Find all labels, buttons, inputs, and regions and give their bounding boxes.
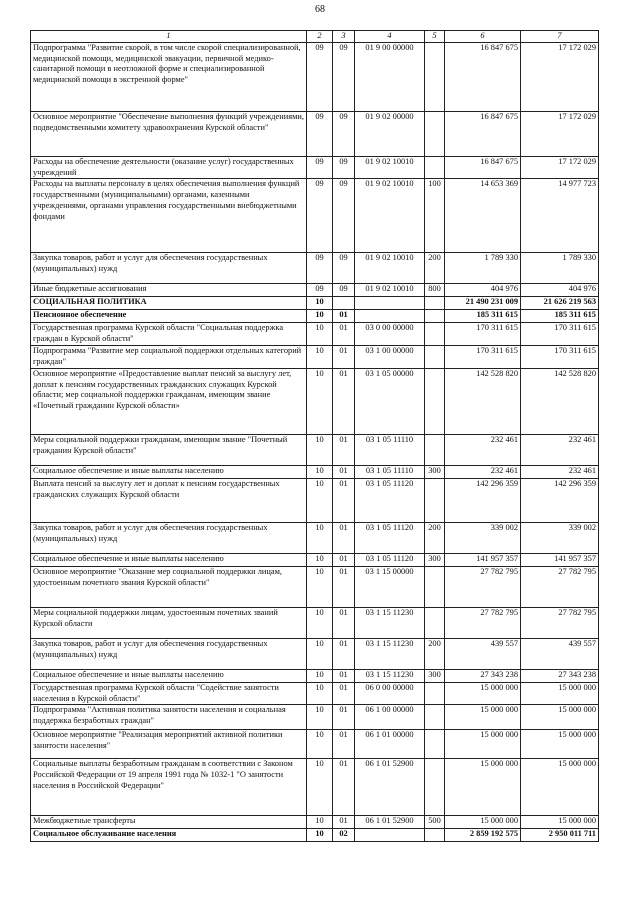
row-subsection-code: 09 <box>333 179 355 253</box>
header-cell: 4 <box>355 31 425 43</box>
row-amount-year2: 439 557 <box>521 638 599 669</box>
row-expense-type <box>425 111 445 156</box>
header-cell: 5 <box>425 31 445 43</box>
table-row <box>31 522 599 553</box>
row-target-article: 01 9 00 00000 <box>355 42 425 111</box>
row-expense-type <box>425 682 445 705</box>
row-amount-year1: 232 461 <box>445 465 521 478</box>
row-subsection-code: 01 <box>333 669 355 682</box>
row-name: Межбюджетные трансферты <box>31 816 307 829</box>
row-amount-year2: 15 000 000 <box>521 759 599 816</box>
table-row <box>31 730 599 759</box>
row-amount-year1: 404 976 <box>445 284 521 297</box>
row-section-code: 10 <box>307 669 333 682</box>
row-section-code: 09 <box>307 111 333 156</box>
row-expense-type <box>425 310 445 323</box>
row-expense-type: 300 <box>425 553 445 566</box>
row-target-article: 03 0 00 00000 <box>355 323 425 346</box>
row-expense-type <box>425 434 445 465</box>
row-expense-type: 500 <box>425 816 445 829</box>
row-expense-type: 200 <box>425 522 445 553</box>
table-row <box>31 682 599 705</box>
row-amount-year1: 14 653 369 <box>445 179 521 253</box>
row-amount-year1: 16 847 675 <box>445 156 521 179</box>
row-amount-year2: 339 002 <box>521 522 599 553</box>
row-name: Иные бюджетные ассигнования <box>31 284 307 297</box>
table-row <box>31 669 599 682</box>
row-amount-year2: 232 461 <box>521 434 599 465</box>
row-name: Подпрограмма "Развитие скорой, в том числе скорой специализированной, медицинской помощи, медицинской эвакуации, первичной медико-санитарной помощи в неотложной форме и специализированной медицинской помощи в экстренной форме" <box>31 42 307 111</box>
row-section-code: 10 <box>307 522 333 553</box>
row-expense-type <box>425 607 445 638</box>
table-row <box>31 566 599 607</box>
row-expense-type <box>425 730 445 759</box>
row-section-code: 10 <box>307 345 333 368</box>
row-section-code: 09 <box>307 284 333 297</box>
row-amount-year2: 15 000 000 <box>521 705 599 730</box>
row-name: Подпрограмма "Развитие мер социальной поддержки отдельных категорий граждан" <box>31 345 307 368</box>
table-row <box>31 829 599 842</box>
row-section-code: 09 <box>307 179 333 253</box>
row-amount-year1: 339 002 <box>445 522 521 553</box>
row-section-code: 10 <box>307 465 333 478</box>
row-amount-year1: 21 490 231 009 <box>445 297 521 310</box>
row-subsection-code: 01 <box>333 730 355 759</box>
row-amount-year2: 21 626 219 563 <box>521 297 599 310</box>
table-row <box>31 607 599 638</box>
row-target-article: 03 1 15 11230 <box>355 607 425 638</box>
row-amount-year2: 2 950 011 711 <box>521 829 599 842</box>
row-name: Социальное обеспечение и иные выплаты населению <box>31 553 307 566</box>
table-row <box>31 297 599 310</box>
table-row <box>31 553 599 566</box>
row-expense-type: 200 <box>425 638 445 669</box>
row-expense-type <box>425 42 445 111</box>
row-subsection-code: 01 <box>333 478 355 522</box>
row-name: Основное мероприятие "Реализация мероприятий активной политики занятости населения" <box>31 730 307 759</box>
row-expense-type <box>425 345 445 368</box>
table-row <box>31 759 599 816</box>
row-section-code: 10 <box>307 682 333 705</box>
table-row <box>31 42 599 111</box>
row-amount-year2: 17 172 029 <box>521 111 599 156</box>
row-amount-year1: 185 311 615 <box>445 310 521 323</box>
row-subsection-code: 01 <box>333 705 355 730</box>
row-amount-year1: 15 000 000 <box>445 730 521 759</box>
row-amount-year2: 14 977 723 <box>521 179 599 253</box>
row-amount-year2: 27 782 795 <box>521 607 599 638</box>
row-name: Государственная программа Курской области "Содействие занятости населения в Курской области" <box>31 682 307 705</box>
table-row <box>31 638 599 669</box>
row-amount-year1: 15 000 000 <box>445 759 521 816</box>
row-subsection-code: 01 <box>333 553 355 566</box>
row-expense-type <box>425 156 445 179</box>
row-name: Меры социальной поддержки лицам, удостоенным почетных званий Курской области <box>31 607 307 638</box>
row-expense-type <box>425 323 445 346</box>
row-subsection-code <box>333 297 355 310</box>
row-subsection-code: 01 <box>333 345 355 368</box>
row-expense-type <box>425 759 445 816</box>
row-target-article: 03 1 05 00000 <box>355 368 425 434</box>
row-amount-year1: 16 847 675 <box>445 42 521 111</box>
row-name: Основное мероприятие «Предоставление выплат пенсий за выслугу лет, доплат к пенсиям государственных гражданских служащих Курской области; мер социальной поддержки гражданам, имеющим звание «Почетный гражданин Курской области» <box>31 368 307 434</box>
row-subsection-code: 09 <box>333 284 355 297</box>
row-target-article: 03 1 05 11110 <box>355 434 425 465</box>
row-name: Государственная программа Курской области "Социальная поддержка граждан в Курской области" <box>31 323 307 346</box>
row-subsection-code: 01 <box>333 434 355 465</box>
page-number: 68 <box>315 4 325 15</box>
row-amount-year1: 170 311 615 <box>445 345 521 368</box>
row-subsection-code: 09 <box>333 42 355 111</box>
row-amount-year1: 142 528 820 <box>445 368 521 434</box>
row-target-article: 01 9 02 10010 <box>355 284 425 297</box>
row-amount-year1: 2 859 192 575 <box>445 829 521 842</box>
row-amount-year1: 232 461 <box>445 434 521 465</box>
row-expense-type <box>425 566 445 607</box>
row-amount-year2: 142 296 359 <box>521 478 599 522</box>
row-amount-year2: 15 000 000 <box>521 730 599 759</box>
row-target-article: 03 1 05 11120 <box>355 478 425 522</box>
row-target-article: 03 1 15 00000 <box>355 566 425 607</box>
row-section-code: 10 <box>307 297 333 310</box>
row-section-code: 10 <box>307 759 333 816</box>
row-target-article <box>355 297 425 310</box>
row-subsection-code: 01 <box>333 566 355 607</box>
row-amount-year1: 439 557 <box>445 638 521 669</box>
table-row <box>31 111 599 156</box>
row-amount-year1: 16 847 675 <box>445 111 521 156</box>
row-amount-year1: 15 000 000 <box>445 816 521 829</box>
row-target-article: 03 1 05 11120 <box>355 522 425 553</box>
row-amount-year2: 27 343 238 <box>521 669 599 682</box>
row-subsection-code: 01 <box>333 607 355 638</box>
row-subsection-code: 01 <box>333 465 355 478</box>
row-amount-year2: 170 311 615 <box>521 323 599 346</box>
row-name: Социальное обеспечение и иные выплаты населению <box>31 669 307 682</box>
row-target-article: 01 9 02 10010 <box>355 179 425 253</box>
row-amount-year2: 1 789 330 <box>521 253 599 284</box>
header-cell: 3 <box>333 31 355 43</box>
row-amount-year2: 404 976 <box>521 284 599 297</box>
row-subsection-code: 09 <box>333 156 355 179</box>
row-target-article <box>355 310 425 323</box>
row-amount-year1: 141 957 357 <box>445 553 521 566</box>
row-expense-type <box>425 368 445 434</box>
row-amount-year2: 17 172 029 <box>521 42 599 111</box>
row-amount-year2: 17 172 029 <box>521 156 599 179</box>
row-amount-year1: 142 296 359 <box>445 478 521 522</box>
row-expense-type: 200 <box>425 253 445 284</box>
row-expense-type: 800 <box>425 284 445 297</box>
table-row <box>31 434 599 465</box>
row-section-code: 10 <box>307 705 333 730</box>
row-subsection-code: 01 <box>333 310 355 323</box>
row-amount-year2: 170 311 615 <box>521 345 599 368</box>
table-row <box>31 310 599 323</box>
row-target-article: 01 9 02 00000 <box>355 111 425 156</box>
row-expense-type <box>425 478 445 522</box>
row-amount-year2: 27 782 795 <box>521 566 599 607</box>
row-section-code: 10 <box>307 816 333 829</box>
table-row <box>31 478 599 522</box>
row-expense-type: 100 <box>425 179 445 253</box>
table-row <box>31 368 599 434</box>
table-row <box>31 156 599 179</box>
table-row <box>31 816 599 829</box>
row-name: Социальное обеспечение и иные выплаты населению <box>31 465 307 478</box>
table-row <box>31 705 599 730</box>
row-target-article: 06 1 00 00000 <box>355 705 425 730</box>
row-target-article: 06 1 01 52900 <box>355 759 425 816</box>
row-amount-year2: 141 957 357 <box>521 553 599 566</box>
row-name: Основное мероприятие "Оказание мер социальной поддержки лицам, удостоенным почетного звания Курской области" <box>31 566 307 607</box>
row-section-code: 10 <box>307 553 333 566</box>
row-amount-year1: 1 789 330 <box>445 253 521 284</box>
row-name: Выплата пенсий за выслугу лет и доплат к пенсиям государственных гражданских служащих Курской области <box>31 478 307 522</box>
row-amount-year2: 232 461 <box>521 465 599 478</box>
row-section-code: 10 <box>307 638 333 669</box>
table-row <box>31 284 599 297</box>
row-section-code: 09 <box>307 42 333 111</box>
row-name: Социальное обслуживание населения <box>31 829 307 842</box>
row-target-article <box>355 829 425 842</box>
row-subsection-code: 01 <box>333 682 355 705</box>
row-target-article: 03 1 15 11230 <box>355 669 425 682</box>
row-section-code: 10 <box>307 829 333 842</box>
row-amount-year1: 27 343 238 <box>445 669 521 682</box>
row-section-code: 09 <box>307 156 333 179</box>
row-name: Пенсионное обеспечение <box>31 310 307 323</box>
row-name: Основное мероприятие "Обеспечение выполнения функций учреждениями, подведомственными комитету здравоохранения Курской области" <box>31 111 307 156</box>
row-amount-year1: 15 000 000 <box>445 705 521 730</box>
row-name: Закупка товаров, работ и услуг для обеспечения государственных (муниципальных) нужд <box>31 522 307 553</box>
row-amount-year1: 15 000 000 <box>445 682 521 705</box>
row-target-article: 06 1 01 52900 <box>355 816 425 829</box>
row-subsection-code: 02 <box>333 829 355 842</box>
row-subsection-code: 01 <box>333 638 355 669</box>
row-target-article: 01 9 02 10010 <box>355 253 425 284</box>
header-cell: 6 <box>445 31 521 43</box>
row-subsection-code: 01 <box>333 759 355 816</box>
row-subsection-code: 09 <box>333 111 355 156</box>
row-section-code: 10 <box>307 478 333 522</box>
table-row <box>31 345 599 368</box>
row-name: Меры социальной поддержки гражданам, имеющим звание "Почетный гражданин Курской области" <box>31 434 307 465</box>
row-expense-type <box>425 705 445 730</box>
row-expense-type <box>425 297 445 310</box>
header-row <box>31 31 599 43</box>
row-expense-type <box>425 829 445 842</box>
row-amount-year2: 142 528 820 <box>521 368 599 434</box>
header-cell: 1 <box>31 31 307 43</box>
row-target-article: 06 0 00 00000 <box>355 682 425 705</box>
budget-table <box>30 30 599 842</box>
row-amount-year2: 15 000 000 <box>521 682 599 705</box>
header-cell: 7 <box>521 31 599 43</box>
row-section-code: 10 <box>307 434 333 465</box>
table-row <box>31 179 599 253</box>
row-amount-year2: 185 311 615 <box>521 310 599 323</box>
row-section-code: 10 <box>307 607 333 638</box>
row-target-article: 03 1 15 11230 <box>355 638 425 669</box>
row-name: СОЦИАЛЬНАЯ ПОЛИТИКА <box>31 297 307 310</box>
row-subsection-code: 09 <box>333 253 355 284</box>
row-amount-year1: 27 782 795 <box>445 566 521 607</box>
row-name: Подпрограмма "Активная политика занятости населения и социальная поддержка безработных граждан" <box>31 705 307 730</box>
row-subsection-code: 01 <box>333 816 355 829</box>
table-row <box>31 465 599 478</box>
row-section-code: 10 <box>307 730 333 759</box>
table-row <box>31 253 599 284</box>
row-target-article: 03 1 05 11110 <box>355 465 425 478</box>
row-section-code: 10 <box>307 566 333 607</box>
row-subsection-code: 01 <box>333 323 355 346</box>
row-subsection-code: 01 <box>333 368 355 434</box>
row-target-article: 03 1 05 11120 <box>355 553 425 566</box>
row-section-code: 10 <box>307 310 333 323</box>
row-amount-year1: 27 782 795 <box>445 607 521 638</box>
row-name: Закупка товаров, работ и услуг для обеспечения государственных (муниципальных) нужд <box>31 253 307 284</box>
row-name: Закупка товаров, работ и услуг для обеспечения государственных (муниципальных) нужд <box>31 638 307 669</box>
row-target-article: 06 1 01 00000 <box>355 730 425 759</box>
row-section-code: 10 <box>307 368 333 434</box>
row-name: Расходы на выплаты персоналу в целях обеспечения выполнения функций государственными (муниципальными) органами, казенными учреждениями, органами управления государственными внебюджетными фондами <box>31 179 307 253</box>
row-amount-year1: 170 311 615 <box>445 323 521 346</box>
row-expense-type: 300 <box>425 465 445 478</box>
row-target-article: 01 9 02 10010 <box>355 156 425 179</box>
row-expense-type: 300 <box>425 669 445 682</box>
row-section-code: 10 <box>307 323 333 346</box>
table-row <box>31 323 599 346</box>
row-subsection-code: 01 <box>333 522 355 553</box>
row-name: Расходы на обеспечение деятельности (оказание услуг) государственных учреждений <box>31 156 307 179</box>
row-target-article: 03 1 00 00000 <box>355 345 425 368</box>
row-name: Социальные выплаты безработным гражданам в соответствии с Законом Российской Федерации от 19 апреля 1991 года № 1032-1 "О занятости населения в Российской Федерации" <box>31 759 307 816</box>
header-cell: 2 <box>307 31 333 43</box>
row-amount-year2: 15 000 000 <box>521 816 599 829</box>
row-section-code: 09 <box>307 253 333 284</box>
